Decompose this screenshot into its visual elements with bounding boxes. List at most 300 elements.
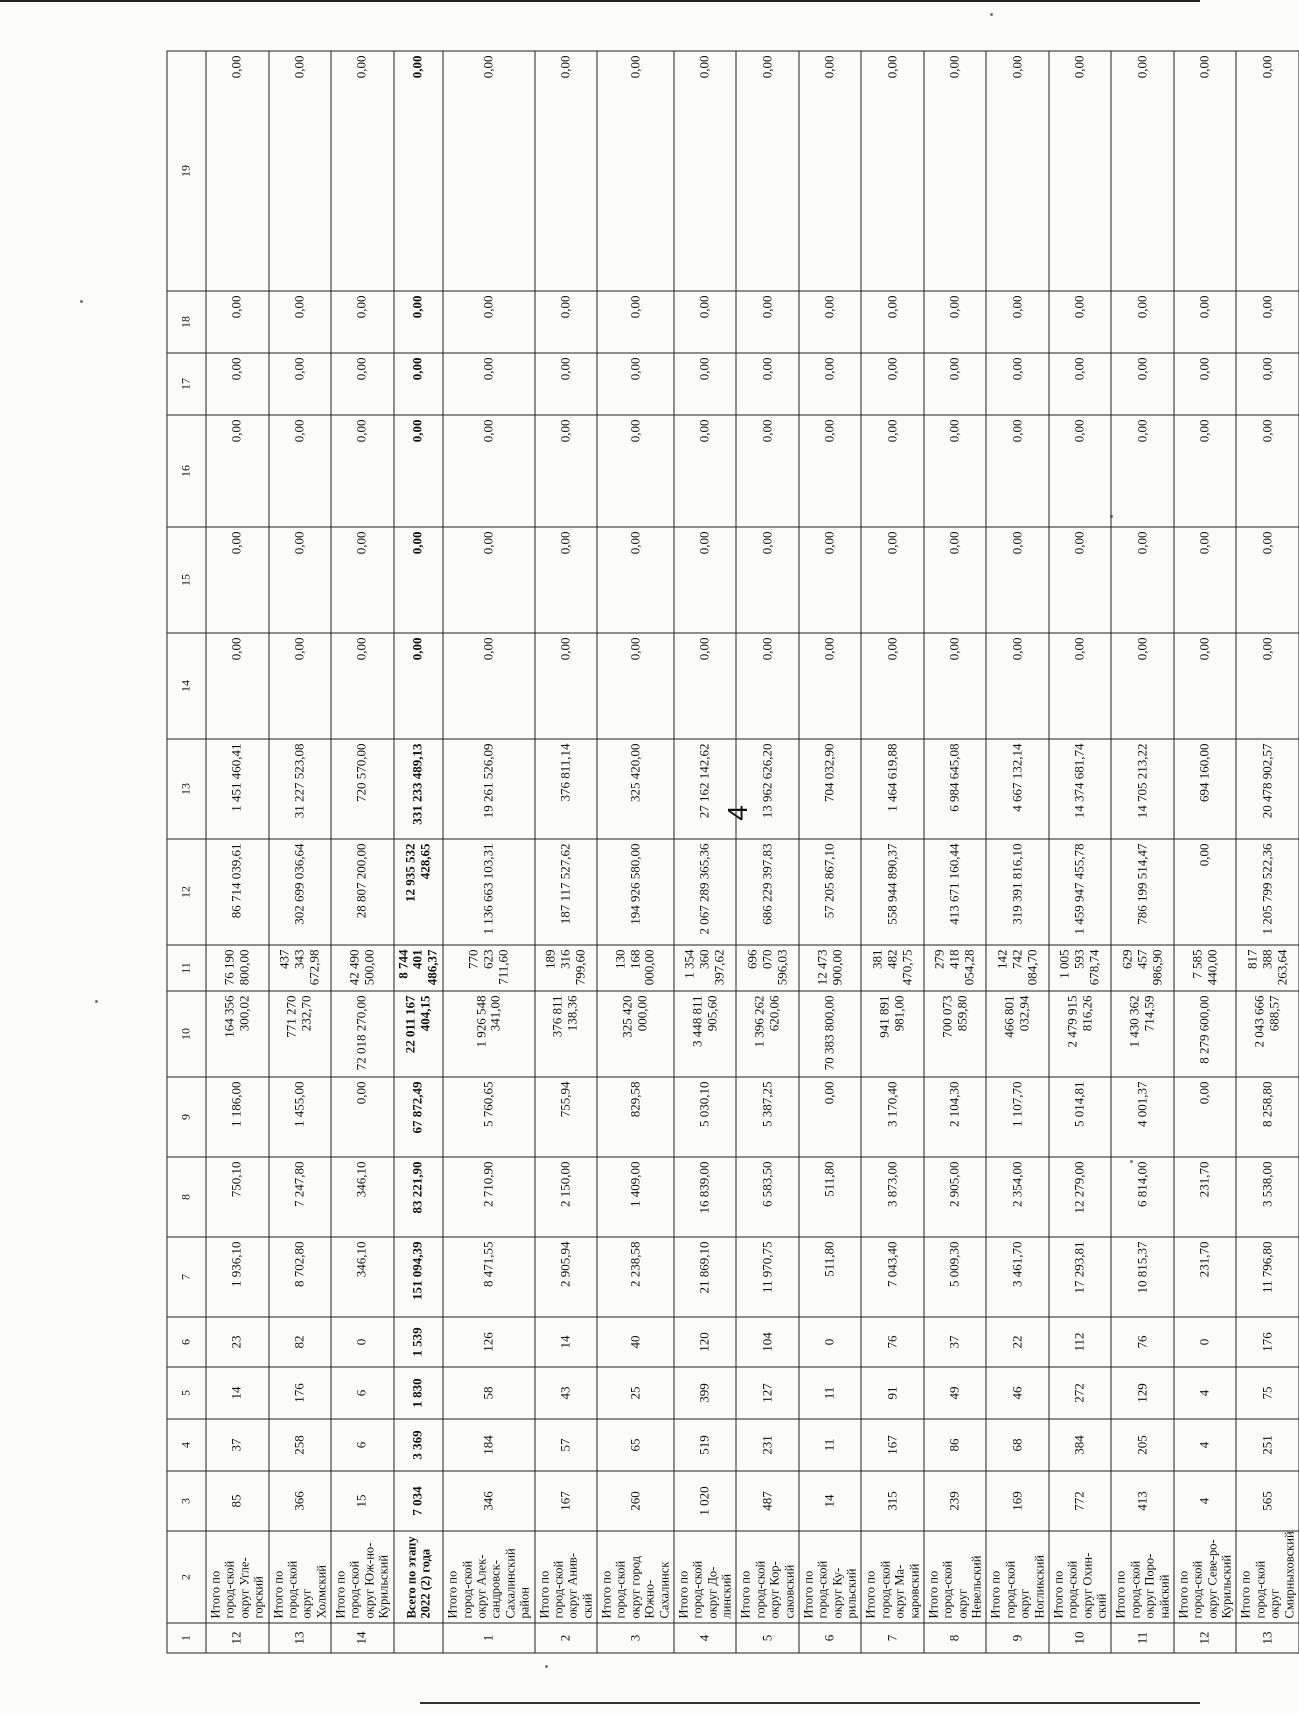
district-name-cell: Итого по город-ской округ Ногликский — [986, 1531, 1049, 1623]
amount-cell: 0,00 — [331, 1077, 394, 1157]
district-name-cell: Всего по этапу 2022 (2) года — [393, 1531, 443, 1623]
amount-cell: 0,00 — [206, 51, 269, 291]
count-cell: 167 — [534, 1471, 597, 1531]
count-cell: 3 369 — [393, 1419, 443, 1471]
column-header: 18 — [167, 291, 206, 353]
amount-cell: 700 073 859,80 — [923, 991, 986, 1077]
amount-cell: 0,00 — [1048, 633, 1111, 739]
column-header: 7 — [167, 1237, 206, 1317]
amount-cell: 704 032,90 — [798, 739, 861, 839]
top-edge-line — [0, 0, 1200, 2]
column-header: 4 — [167, 1419, 206, 1471]
amount-cell: 0,00 — [986, 415, 1049, 527]
row-number-cell: 9 — [986, 1623, 1049, 1653]
amount-cell: 0,00 — [798, 291, 861, 353]
amount-cell: 142 742 084,70 — [986, 945, 1049, 991]
amount-cell: 629 457 986,90 — [1111, 945, 1174, 991]
amount-cell: 22 011 167 404,15 — [393, 991, 443, 1077]
count-cell: 1 020 — [673, 1471, 736, 1531]
count-cell: 127 — [736, 1367, 799, 1419]
amount-cell: 0,00 — [736, 415, 799, 527]
amount-cell: 14 705 213,22 — [1111, 739, 1174, 839]
count-cell: 46 — [986, 1367, 1049, 1419]
scan-speck — [990, 13, 993, 16]
amount-cell: 0,00 — [673, 51, 736, 291]
amount-cell: 3 538,00 — [1236, 1157, 1299, 1237]
amount-cell: 8 279 600,00 — [1173, 991, 1236, 1077]
amount-cell: 0,00 — [673, 527, 736, 633]
count-cell: 239 — [923, 1471, 986, 1531]
column-header: 9 — [167, 1077, 206, 1157]
amount-cell: 0,00 — [1048, 527, 1111, 633]
amount-cell: 1 205 799 522,36 — [1236, 839, 1299, 945]
district-name-cell: Итого по город-ской округ Кор-саковский — [736, 1531, 799, 1623]
amount-cell: 3 461,70 — [986, 1237, 1049, 1317]
amount-cell: 0,00 — [923, 291, 986, 353]
row-number-cell: 10 — [1048, 1623, 1111, 1653]
count-cell: 4 — [1173, 1419, 1236, 1471]
amount-cell: 0,00 — [986, 51, 1049, 291]
district-name-cell: Итого по город-ской округ Ма-каровский — [861, 1531, 924, 1623]
amount-cell: 0,00 — [1048, 353, 1111, 415]
amount-cell: 72 018 270,00 — [331, 991, 394, 1077]
amount-cell: 0,00 — [393, 51, 443, 291]
amount-cell: 27 162 142,62 — [673, 739, 736, 839]
amount-cell: 0,00 — [673, 291, 736, 353]
amount-cell: 437 343 672,98 — [268, 945, 331, 991]
amount-cell: 164 356 300,02 — [206, 991, 269, 1077]
amount-cell: 5 009,30 — [923, 1237, 986, 1317]
amount-cell: 750,10 — [206, 1157, 269, 1237]
amount-cell: 0,00 — [393, 353, 443, 415]
amount-cell: 0,00 — [861, 415, 924, 527]
amount-cell: 1 926 548 341,00 — [443, 991, 534, 1077]
amount-cell: 0,00 — [1111, 415, 1174, 527]
count-cell: 75 — [1236, 1367, 1299, 1419]
table-row — [443, 51, 534, 1653]
amount-cell: 1 136 663 103,31 — [443, 839, 534, 945]
amount-cell: 7 585 440,00 — [1173, 945, 1236, 991]
row-number-cell: 11 — [1111, 1623, 1174, 1653]
district-name-cell: Итого по город-ской округ Охин-ский — [1048, 1531, 1111, 1623]
count-cell: 6 — [331, 1367, 394, 1419]
amount-cell: 0,00 — [443, 353, 534, 415]
count-cell: 413 — [1111, 1471, 1174, 1531]
amount-cell: 0,00 — [986, 633, 1049, 739]
row-number-cell: 2 — [534, 1623, 597, 1653]
amount-cell: 0,00 — [534, 51, 597, 291]
amount-cell: 0,00 — [798, 633, 861, 739]
count-cell: 37 — [206, 1419, 269, 1471]
amount-cell: 686 229 397,83 — [736, 839, 799, 945]
count-cell: 86 — [923, 1419, 986, 1471]
amount-cell: 302 699 036,64 — [268, 839, 331, 945]
amount-cell: 0,00 — [1173, 353, 1236, 415]
count-cell: 68 — [986, 1419, 1049, 1471]
row-number-cell: 1 — [443, 1623, 534, 1653]
amount-cell: 694 160,00 — [1173, 739, 1236, 839]
column-header: 17 — [167, 353, 206, 415]
table-row — [736, 51, 799, 1653]
district-name-cell: Итого по город-ской округ Севе-ро-Курильский — [1173, 1531, 1236, 1623]
amount-cell: 11 796,80 — [1236, 1237, 1299, 1317]
amount-cell: 0,00 — [798, 353, 861, 415]
amount-cell: 376 811,14 — [534, 739, 597, 839]
amount-cell: 0,00 — [923, 633, 986, 739]
amount-cell: 67 872,49 — [393, 1077, 443, 1157]
amount-cell: 4 001,37 — [1111, 1077, 1174, 1157]
amount-cell: 8 744 401 486,37 — [393, 945, 443, 991]
amount-cell: 2 043 666 688,57 — [1236, 991, 1299, 1077]
amount-cell: 2 905,00 — [923, 1157, 986, 1237]
amount-cell: 0,00 — [1048, 51, 1111, 291]
count-cell: 366 — [268, 1471, 331, 1531]
amount-cell: 1 354 360 397,62 — [673, 945, 736, 991]
amount-cell: 558 944 890,37 — [861, 839, 924, 945]
amount-cell: 0,00 — [393, 291, 443, 353]
amount-cell: 325 420,00 — [597, 739, 674, 839]
count-cell: 1 830 — [393, 1367, 443, 1419]
count-cell: 14 — [206, 1367, 269, 1419]
amount-cell: 0,00 — [534, 633, 597, 739]
table-row — [673, 51, 736, 1653]
count-cell: 6 — [331, 1419, 394, 1471]
count-cell: 120 — [673, 1317, 736, 1367]
amount-cell: 0,00 — [673, 415, 736, 527]
amount-cell: 0,00 — [1173, 527, 1236, 633]
scan-speck — [95, 1000, 98, 1003]
column-header: 1 — [167, 1623, 206, 1653]
amount-cell: 346,10 — [331, 1237, 394, 1317]
amount-cell: 7 043,40 — [861, 1237, 924, 1317]
scan-speck — [80, 300, 83, 303]
column-header: 8 — [167, 1157, 206, 1237]
amount-cell: 0,00 — [393, 527, 443, 633]
amount-cell: 1 396 262 620,06 — [736, 991, 799, 1077]
amount-cell: 319 391 816,10 — [986, 839, 1049, 945]
amount-cell: 5 387,25 — [736, 1077, 799, 1157]
amount-cell: 12 279,00 — [1048, 1157, 1111, 1237]
amount-cell: 770 623 711,60 — [443, 945, 534, 991]
count-cell: 4 — [1173, 1471, 1236, 1531]
count-cell: 65 — [597, 1419, 674, 1471]
amount-cell: 941 891 981,00 — [861, 991, 924, 1077]
table-row — [393, 51, 443, 1653]
rotated-table-area — [166, 51, 1296, 1653]
count-cell: 82 — [268, 1317, 331, 1367]
amount-cell: 0,00 — [534, 353, 597, 415]
amount-cell: 31 227 523,08 — [268, 739, 331, 839]
count-cell: 231 — [736, 1419, 799, 1471]
row-number-cell: 14 — [331, 1623, 394, 1653]
count-cell: 23 — [206, 1317, 269, 1367]
amount-cell: 0,00 — [597, 353, 674, 415]
amount-cell: 0,00 — [861, 51, 924, 291]
district-name-cell: Итого по город-ской округ Холмский — [268, 1531, 331, 1623]
count-cell: 184 — [443, 1419, 534, 1471]
amount-cell: 0,00 — [1236, 527, 1299, 633]
data-table — [166, 50, 1299, 1653]
amount-cell: 0,00 — [443, 633, 534, 739]
amount-cell: 0,00 — [331, 291, 394, 353]
amount-cell: 1 430 362 714,59 — [1111, 991, 1174, 1077]
amount-cell: 0,00 — [331, 51, 394, 291]
amount-cell: 0,00 — [206, 415, 269, 527]
amount-cell: 0,00 — [443, 527, 534, 633]
amount-cell: 8 702,80 — [268, 1237, 331, 1317]
amount-cell: 829,58 — [597, 1077, 674, 1157]
amount-cell: 0,00 — [673, 633, 736, 739]
table-row — [534, 51, 597, 1653]
amount-cell: 771 270 232,70 — [268, 991, 331, 1077]
table-row — [206, 51, 269, 1653]
amount-cell: 0,00 — [1236, 51, 1299, 291]
count-cell: 25 — [597, 1367, 674, 1419]
amount-cell: 0,00 — [1173, 1077, 1236, 1157]
amount-cell: 3 170,40 — [861, 1077, 924, 1157]
amount-cell: 17 293,81 — [1048, 1237, 1111, 1317]
amount-cell: 28 807 200,00 — [331, 839, 394, 945]
amount-cell: 0,00 — [1111, 353, 1174, 415]
amount-cell: 2 067 289 365,36 — [673, 839, 736, 945]
amount-cell: 1 107,70 — [986, 1077, 1049, 1157]
amount-cell: 2 479 915 816,26 — [1048, 991, 1111, 1077]
amount-cell: 0,00 — [861, 633, 924, 739]
amount-cell: 817 388 263,64 — [1236, 945, 1299, 991]
table-row — [986, 51, 1049, 1653]
count-cell: 11 — [798, 1367, 861, 1419]
amount-cell: 0,00 — [331, 633, 394, 739]
table-row — [861, 51, 924, 1653]
amount-cell: 0,00 — [736, 353, 799, 415]
count-cell: 37 — [923, 1317, 986, 1367]
row-number-cell — [393, 1623, 443, 1653]
amount-cell: 0,00 — [798, 1077, 861, 1157]
table-row — [1173, 51, 1236, 1653]
amount-cell: 786 199 514,47 — [1111, 839, 1174, 945]
amount-cell: 231,70 — [1173, 1157, 1236, 1237]
table-row — [923, 51, 986, 1653]
amount-cell: 0,00 — [736, 291, 799, 353]
amount-cell: 720 570,00 — [331, 739, 394, 839]
row-number-cell: 3 — [597, 1623, 674, 1653]
count-cell: 176 — [268, 1367, 331, 1419]
amount-cell: 0,00 — [1111, 51, 1174, 291]
amount-cell: 0,00 — [534, 527, 597, 633]
count-cell: 1 539 — [393, 1317, 443, 1367]
row-number-cell: 13 — [268, 1623, 331, 1653]
count-cell: 0 — [798, 1317, 861, 1367]
amount-cell: 1 936,10 — [206, 1237, 269, 1317]
count-cell: 91 — [861, 1367, 924, 1419]
count-cell: 519 — [673, 1419, 736, 1471]
column-header: 13 — [167, 739, 206, 839]
table-row — [331, 51, 394, 1653]
scan-speck — [545, 1665, 548, 1668]
amount-cell: 511,80 — [798, 1157, 861, 1237]
count-cell: 176 — [1236, 1317, 1299, 1367]
amount-cell: 0,00 — [1236, 353, 1299, 415]
count-cell: 85 — [206, 1471, 269, 1531]
amount-cell: 5 014,81 — [1048, 1077, 1111, 1157]
amount-cell: 0,00 — [597, 291, 674, 353]
amount-cell: 0,00 — [1111, 527, 1174, 633]
count-cell: 565 — [1236, 1471, 1299, 1531]
amount-cell: 331 233 489,13 — [393, 739, 443, 839]
amount-cell: 0,00 — [1173, 839, 1236, 945]
count-cell: 40 — [597, 1317, 674, 1367]
amount-cell: 0,00 — [206, 291, 269, 353]
amount-cell: 0,00 — [1236, 291, 1299, 353]
amount-cell: 0,00 — [534, 415, 597, 527]
page-number: 4 — [721, 805, 753, 821]
amount-cell: 19 261 526,09 — [443, 739, 534, 839]
table-row — [1048, 51, 1111, 1653]
amount-cell: 2 710,90 — [443, 1157, 534, 1237]
amount-cell: 0,00 — [268, 51, 331, 291]
amount-cell: 16 839,00 — [673, 1157, 736, 1237]
count-cell: 772 — [1048, 1471, 1111, 1531]
amount-cell: 1 186,00 — [206, 1077, 269, 1157]
amount-cell: 0,00 — [268, 633, 331, 739]
amount-cell: 14 374 681,74 — [1048, 739, 1111, 839]
amount-cell: 8 258,80 — [1236, 1077, 1299, 1157]
count-cell: 346 — [443, 1471, 534, 1531]
amount-cell: 0,00 — [393, 633, 443, 739]
amount-cell: 11 970,75 — [736, 1237, 799, 1317]
amount-cell: 42 490 500,00 — [331, 945, 394, 991]
table-row — [798, 51, 861, 1653]
amount-cell: 12 473 900,00 — [798, 945, 861, 991]
amount-cell: 381 482 470,75 — [861, 945, 924, 991]
amount-cell: 0,00 — [597, 415, 674, 527]
district-name-cell: Итого по город-ской округ До-линский — [673, 1531, 736, 1623]
amount-cell: 0,00 — [861, 527, 924, 633]
amount-cell: 0,00 — [268, 353, 331, 415]
count-cell: 258 — [268, 1419, 331, 1471]
amount-cell: 0,00 — [923, 353, 986, 415]
amount-cell: 279 418 054,28 — [923, 945, 986, 991]
count-cell: 76 — [861, 1317, 924, 1367]
amount-cell: 21 869,10 — [673, 1237, 736, 1317]
amount-cell: 0,00 — [1111, 291, 1174, 353]
amount-cell: 0,00 — [331, 353, 394, 415]
amount-cell: 0,00 — [798, 51, 861, 291]
row-number-cell: 4 — [673, 1623, 736, 1653]
amount-cell: 0,00 — [1111, 633, 1174, 739]
amount-cell: 86 714 039,61 — [206, 839, 269, 945]
count-cell: 58 — [443, 1367, 534, 1419]
row-number-cell: 6 — [798, 1623, 861, 1653]
count-cell: 22 — [986, 1317, 1049, 1367]
amount-cell: 0,00 — [1236, 415, 1299, 527]
table-header-row — [167, 51, 206, 1653]
amount-cell: 0,00 — [534, 291, 597, 353]
count-cell: 76 — [1111, 1317, 1174, 1367]
district-name-cell: Итого по город-ской округ Анив-ский — [534, 1531, 597, 1623]
count-cell: 49 — [923, 1367, 986, 1419]
amount-cell: 376 811 138,36 — [534, 991, 597, 1077]
amount-cell: 20 478 902,57 — [1236, 739, 1299, 839]
amount-cell: 325 420 000,00 — [597, 991, 674, 1077]
table-row — [597, 51, 674, 1653]
column-header: 16 — [167, 415, 206, 527]
amount-cell: 2 238,58 — [597, 1237, 674, 1317]
column-header: 12 — [167, 839, 206, 945]
amount-cell: 0,00 — [597, 51, 674, 291]
amount-cell: 7 247,80 — [268, 1157, 331, 1237]
amount-cell: 0,00 — [268, 415, 331, 527]
amount-cell: 0,00 — [206, 633, 269, 739]
count-cell: 260 — [597, 1471, 674, 1531]
amount-cell: 696 070 596,03 — [736, 945, 799, 991]
amount-cell: 13 962 626,20 — [736, 739, 799, 839]
count-cell: 126 — [443, 1317, 534, 1367]
amount-cell: 466 801 032,94 — [986, 991, 1049, 1077]
amount-cell: 151 094,39 — [393, 1237, 443, 1317]
amount-cell: 0,00 — [1173, 291, 1236, 353]
amount-cell: 0,00 — [736, 51, 799, 291]
count-cell: 0 — [1173, 1317, 1236, 1367]
amount-cell: 57 205 867,10 — [798, 839, 861, 945]
row-number-cell: 8 — [923, 1623, 986, 1653]
district-name-cell: Итого по город-ской округ Юж-но-Курильский — [331, 1531, 394, 1623]
amount-cell: 0,00 — [861, 353, 924, 415]
count-cell: 57 — [534, 1419, 597, 1471]
amount-cell: 2 150,00 — [534, 1157, 597, 1237]
amount-cell: 2 104,30 — [923, 1077, 986, 1157]
column-header: 19 — [167, 51, 206, 291]
amount-cell: 0,00 — [1173, 415, 1236, 527]
row-number-cell: 12 — [206, 1623, 269, 1653]
amount-cell: 0,00 — [268, 291, 331, 353]
count-cell: 251 — [1236, 1419, 1299, 1471]
amount-cell: 0,00 — [206, 527, 269, 633]
district-name-cell: Итого по город-ской округ Смирныховский — [1236, 1531, 1299, 1623]
amount-cell: 0,00 — [1236, 633, 1299, 739]
amount-cell: 8 471,55 — [443, 1237, 534, 1317]
district-name-cell: Итого по город-ской округ Невельский — [923, 1531, 986, 1623]
count-cell: 129 — [1111, 1367, 1174, 1419]
amount-cell: 1 464 619,88 — [861, 739, 924, 839]
column-header: 5 — [167, 1367, 206, 1419]
amount-cell: 0,00 — [986, 291, 1049, 353]
amount-cell: 0,00 — [1048, 291, 1111, 353]
count-cell: 169 — [986, 1471, 1049, 1531]
count-cell: 384 — [1048, 1419, 1111, 1471]
amount-cell: 0,00 — [1048, 415, 1111, 527]
count-cell: 15 — [331, 1471, 394, 1531]
column-header: 11 — [167, 945, 206, 991]
amount-cell: 1 005 593 678,74 — [1048, 945, 1111, 991]
amount-cell: 0,00 — [923, 527, 986, 633]
amount-cell: 187 117 527,62 — [534, 839, 597, 945]
amount-cell: 76 190 800,00 — [206, 945, 269, 991]
amount-cell: 0,00 — [393, 415, 443, 527]
count-cell: 104 — [736, 1317, 799, 1367]
amount-cell: 4 667 132,14 — [986, 739, 1049, 839]
amount-cell: 1 409,00 — [597, 1157, 674, 1237]
amount-cell: 0,00 — [443, 51, 534, 291]
amount-cell: 6 984 645,08 — [923, 739, 986, 839]
amount-cell: 3 448 811 905,60 — [673, 991, 736, 1077]
amount-cell: 0,00 — [986, 353, 1049, 415]
district-name-cell: Итого по город-ской округ Ку-рильский — [798, 1531, 861, 1623]
amount-cell: 6 583,50 — [736, 1157, 799, 1237]
district-name-cell: Итого по город-ской округ Алек-сандровск-Сахалинский район — [443, 1531, 534, 1623]
amount-cell: 0,00 — [736, 527, 799, 633]
amount-cell: 413 671 160,44 — [923, 839, 986, 945]
